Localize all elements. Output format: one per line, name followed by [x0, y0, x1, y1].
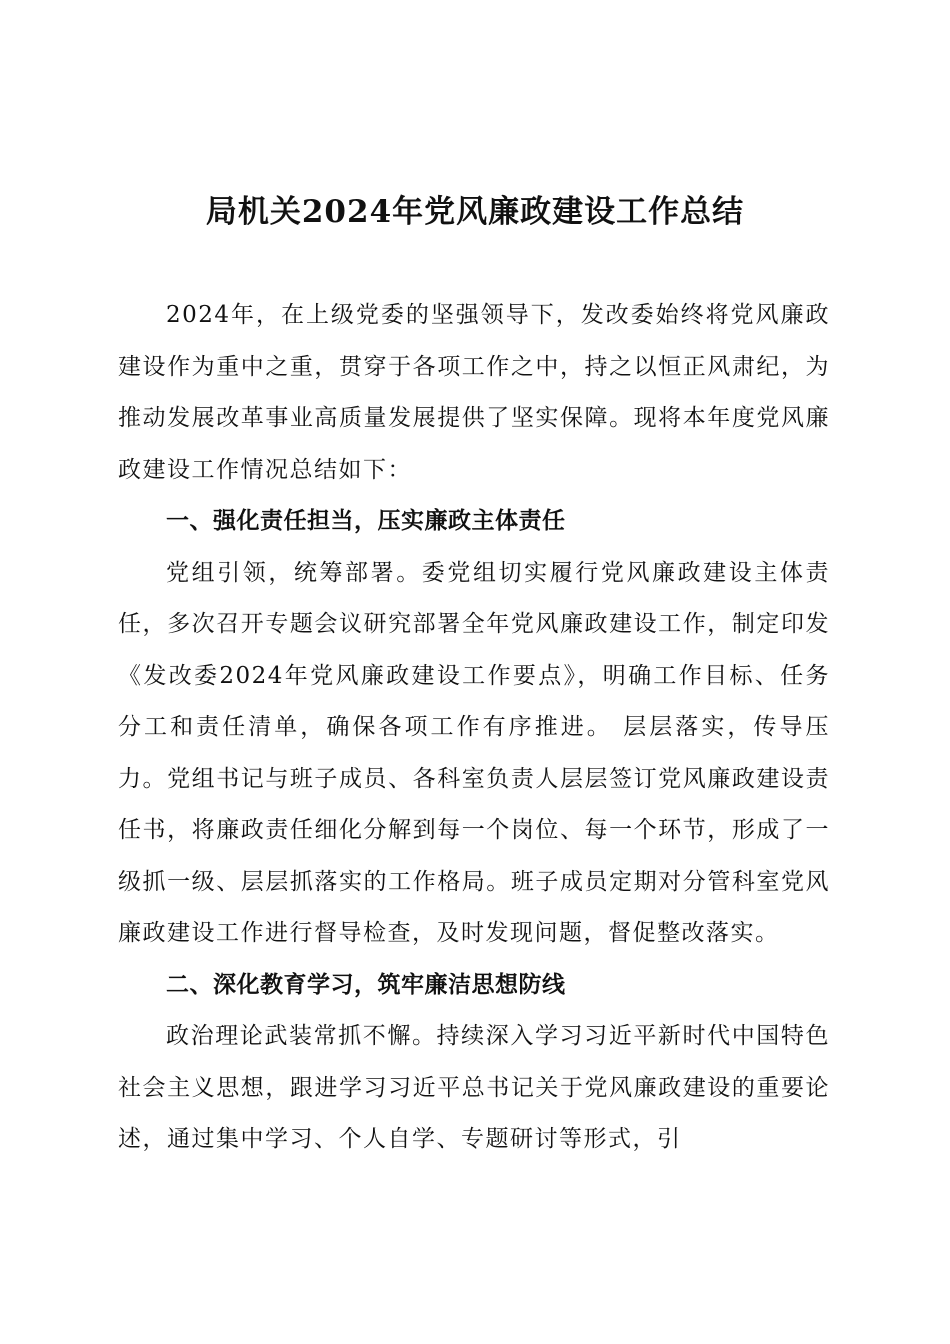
section-1-heading: 一、强化责任担当，压实廉政主体责任 — [166, 508, 566, 534]
document-body — [118, 290, 830, 1166]
section-2-heading: 二、深化教育学习，筑牢廉洁思想防线 — [166, 971, 566, 998]
section-2-paragraph: 政治理论武装常抓不懈。持续深入学习习近平新时代中国特色社会主义思想，跟进学习习近平总书记关于党风廉政建设的重要论述，通过集中学习、个人自学、专题研讨等形式，引 — [118, 1023, 830, 1152]
intro-paragraph: 2024年，在上级党委的坚强领导下，发改委始终将党风廉政建设作为重中之重，贯穿于各项工作之中，持之以恒正风肃纪，为推动发展改革事业高质量发展提供了坚实保障。现将本年度党风廉政建设工作情况总结如下： — [118, 302, 830, 483]
document-title: 局机关2024年党风廉政建设工作总结 — [205, 194, 745, 230]
section-1-paragraph: 党组引领，统筹部署。委党组切实履行党风廉政建设主体责任，多次召开专题会议研究部署全年党风廉政建设工作，制定印发《发改委2024年党风廉政建设工作要点》，明确工作目标、任务分工和责任清单，确保各项工作有序推进。 层层落实，传导压力。党组书记与班子成员、各科室负责人层层签订党风廉政建设责任书，将廉政责任细化分解到每一个岗位、每一个环节，形成了一级抓一级、层层抓落实的工作格局。班子成员定期对分管科室党风廉政建设工作进行督导检查，及时发现问题，督促整改落实。 — [118, 559, 830, 946]
